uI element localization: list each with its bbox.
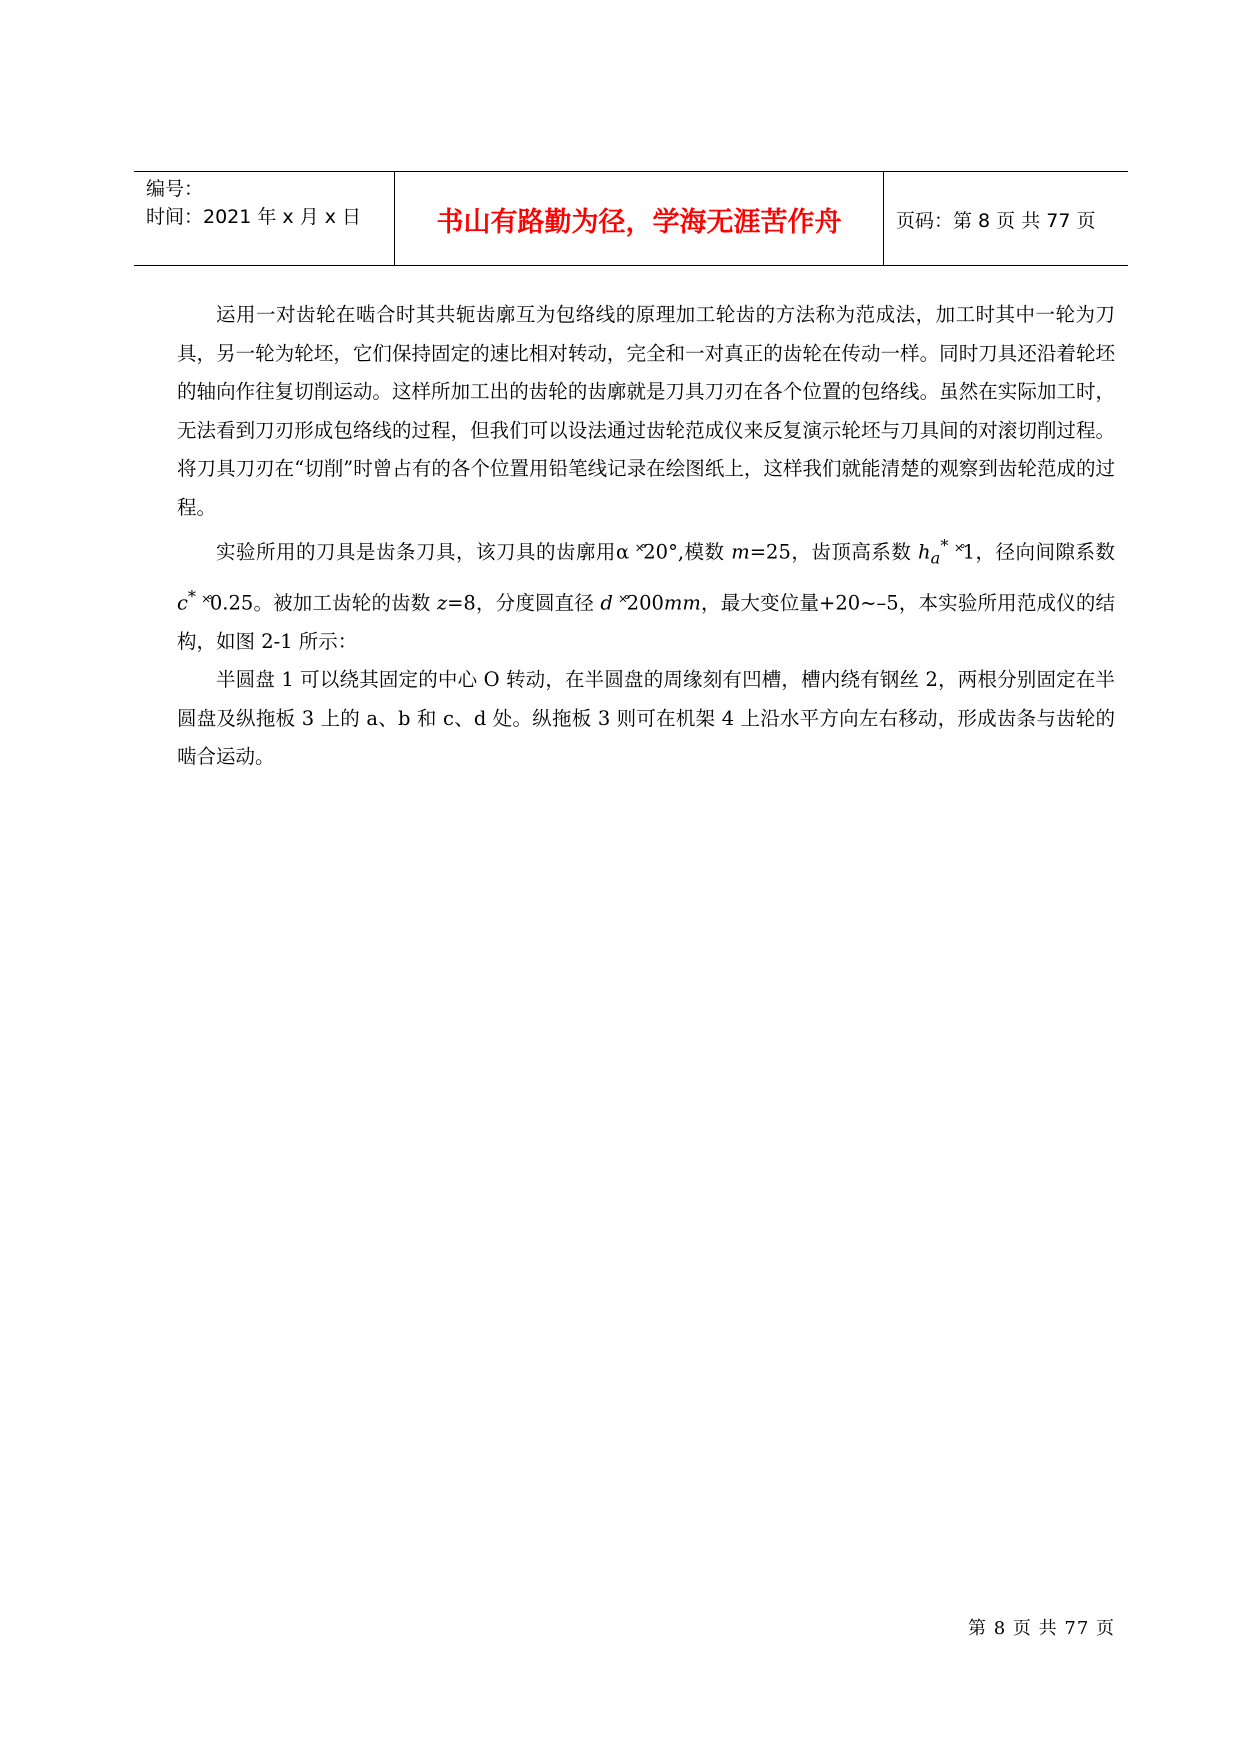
alpha-value: ˟̊20° (635, 540, 678, 564)
header-meta-cell (134, 172, 395, 265)
addendum-value: ˟̊1 (948, 540, 975, 564)
addendum-symbol: h (918, 540, 931, 564)
document-body (177, 296, 1115, 777)
text-span: =8，分度圆直径 (447, 591, 601, 615)
text-span: =25，齿顶高系数 (749, 540, 919, 564)
paragraph-generating-method: 运用一对齿轮在啮合时其共轭齿廓互为包络线的原理加工轮齿的方法称为范成法，加工时其中一轮为刀具，另一轮为轮坯，它们保持固定的速比相对转动，完全和一对真正的齿轮在传动一样。同时刀具还沿着轮坯的轴向作往复切削运动。这样所加工出的齿轮的齿廓就是刀具刀刃在各个位置的包络线。虽然在实际加工时，无法看到刀刃形成包络线的过程，但我们可以设法通过齿轮范成仪来反复演示轮坯与刀具间的对滚切削过程。将刀具刀刃在“切削”时曾占有的各个位置用铅笔线记录在绘图纸上，这样我们就能清楚的观察到齿轮范成的过程。 (177, 303, 1115, 519)
page-footer: 第 8 页 共 77 页 (968, 1618, 1115, 1639)
clearance-symbol: c (177, 591, 188, 615)
document-time-label: 时间：2021 年 x 月 x 日 (146, 206, 362, 228)
text-span: 实验所用的刀具是齿条刀具，该刀具的齿廓用 (216, 540, 616, 564)
teeth-symbol: z (436, 591, 448, 615)
text-span: ，径向间隙系数 (975, 540, 1115, 564)
module-symbol: m (731, 540, 750, 564)
addendum-subscript: a (930, 548, 941, 568)
diameter-value: ˟̊200 (612, 591, 664, 615)
text-span: ，最大变位量+20~–5，本实验所用范成仪的结构，如图 2-1 所示： (177, 591, 1116, 653)
header-motto-cell (395, 172, 884, 265)
document-header (134, 171, 1128, 266)
text-span: 。被加工齿轮的齿数 (253, 591, 437, 615)
header-motto: 书山有路勤为径，学海无涯苦作舟 (436, 207, 842, 238)
clearance-value: ˟̊0.25 (196, 591, 254, 615)
text-span: ,模数 (677, 540, 732, 564)
paragraph-cutter-parameters (177, 527, 1115, 661)
clearance-superscript: * (187, 586, 197, 606)
paragraph-apparatus-structure: 半圆盘 1 可以绕其固定的中心 O 转动，在半圆盘的周缘刻有凹槽，槽内绕有钢丝 2，两根分别固定在半圆盘及纵拖板 3 上的 a、b 和 c、d 处。纵拖板 3 则可在机架 4 上沿水平方向左右移动，形成齿条与齿轮的啮合运动。 (177, 668, 1115, 769)
alpha-symbol: α (615, 540, 636, 564)
document-number-label: 编号： (146, 178, 204, 200)
header-page-cell (884, 172, 1128, 265)
diameter-symbol: d (600, 591, 613, 615)
header-page-info: 页码：第 8 页 共 77 页 (896, 210, 1096, 232)
diameter-unit: mm (663, 591, 701, 615)
addendum-superscript: * (940, 536, 949, 555)
